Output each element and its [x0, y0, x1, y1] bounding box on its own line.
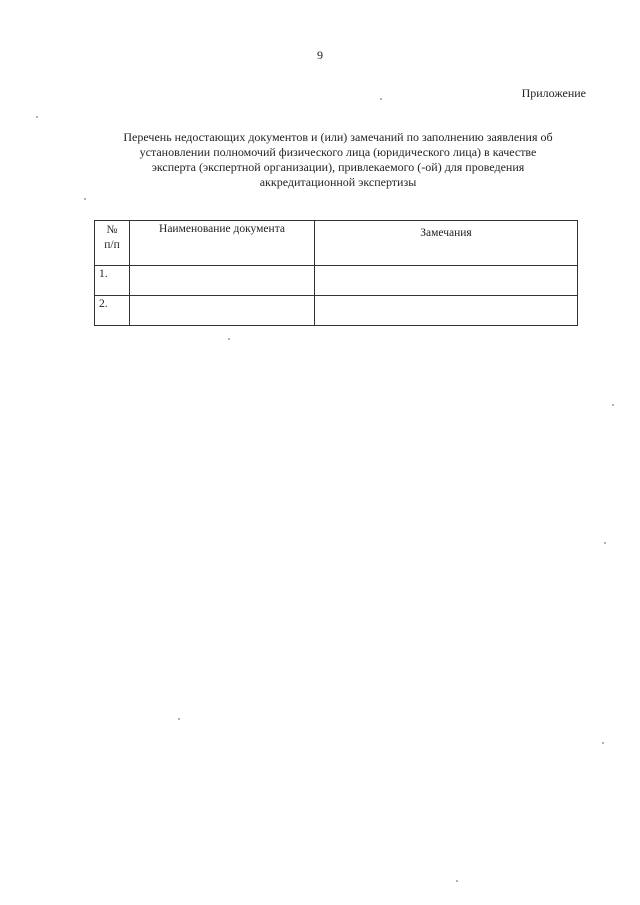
- row-remarks: [315, 266, 578, 296]
- row-document-name: [130, 266, 315, 296]
- title-line: эксперта (экспертной организации), привлекаемого (-ой) для проведения: [151, 160, 525, 174]
- scan-speck: [228, 338, 230, 340]
- header-document-name: Наименование документа: [130, 221, 315, 266]
- header-number-symbol: №: [106, 224, 118, 236]
- title-line: аккредитационной экспертизы: [259, 175, 417, 189]
- table-row: [95, 266, 578, 296]
- title-line: Перечень недостающих документов и (или) замечаний по заполнению заявления об: [123, 130, 553, 144]
- header-number: [95, 221, 130, 266]
- row-number: 2.: [95, 296, 130, 326]
- table-row: [95, 296, 578, 326]
- header-remarks: Замечания: [315, 221, 578, 266]
- row-document-name: [130, 296, 315, 326]
- scan-speck: [604, 542, 606, 544]
- title-line: установлении полномочий физического лица (юридического лица) в качестве: [139, 145, 537, 159]
- scan-speck: [380, 98, 382, 100]
- header-number-abbrev: п/п: [104, 239, 120, 251]
- appendix-label: Приложение: [521, 86, 586, 100]
- scan-speck: [178, 718, 180, 720]
- scan-speck: [612, 404, 614, 406]
- scan-speck: [84, 198, 86, 200]
- table-header-row: [95, 221, 578, 266]
- scan-speck: [456, 880, 458, 882]
- scan-speck: [36, 116, 38, 118]
- row-number: 1.: [95, 266, 130, 296]
- row-remarks: [315, 296, 578, 326]
- scan-speck: [602, 742, 604, 744]
- missing-documents-table: [94, 220, 578, 326]
- page-number: 9: [317, 48, 323, 62]
- document-title: [88, 130, 588, 190]
